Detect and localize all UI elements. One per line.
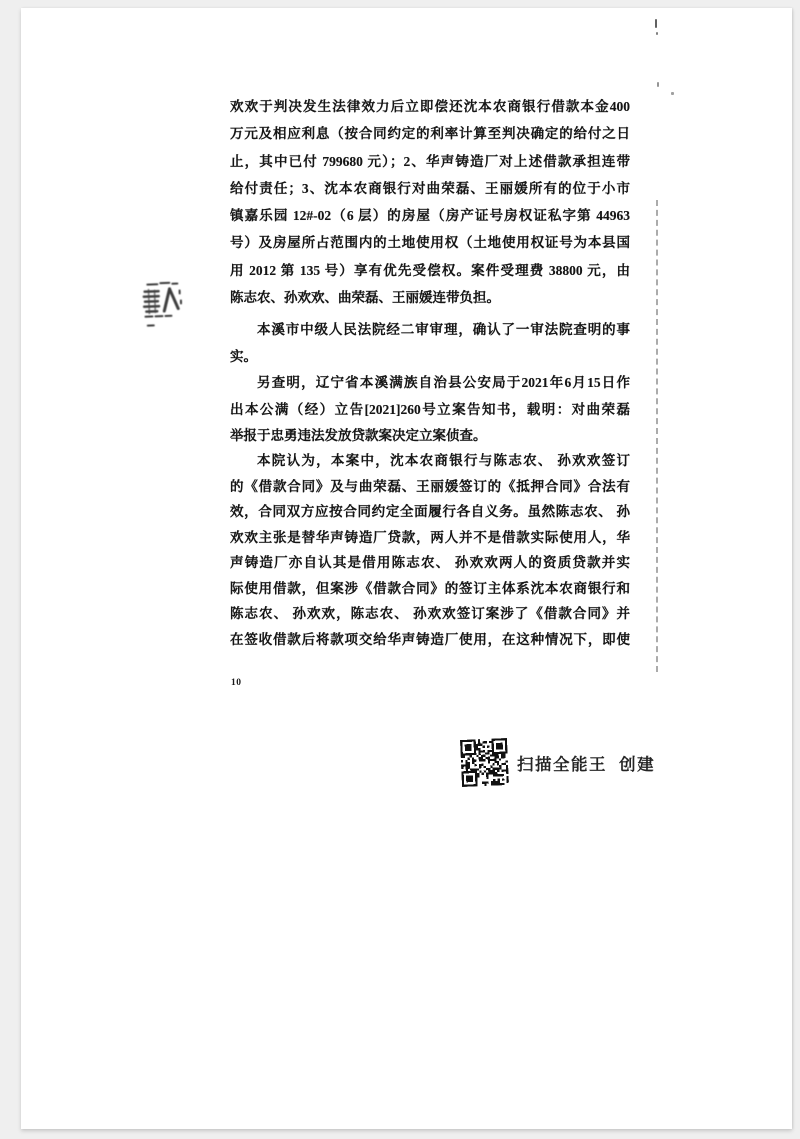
text-line: 声铸造厂亦自认其是借用陈志农、 孙欢欢两人的资质贷款并实 bbox=[230, 555, 630, 570]
text-line: 际使用借款，但案涉《借款合同》的签订主体系沈本农商银行和 bbox=[230, 580, 630, 596]
ink-smudge-artifact bbox=[139, 274, 191, 332]
text-line: 万元及相应利息（按合同约定的利率计算至判决确定的给付之日 bbox=[230, 126, 630, 142]
paragraph bbox=[230, 317, 630, 370]
text-line: 的《借款合同》及与曲荣磊、王丽媛签订的《抵押合同》合法有 bbox=[230, 478, 630, 494]
text-line: 镇嘉乐园 12#-02（6 层）的房屋（房产证号房权证私字第 44963 bbox=[230, 208, 630, 224]
text-line: 陈志农、孙欢欢、曲荣磊、王丽媛连带负担。 bbox=[230, 290, 500, 306]
text-line: 欢欢主张是替华声铸造厂贷款，两人并不是借款实际使用人，华 bbox=[230, 529, 630, 545]
page-number: 10 bbox=[231, 678, 242, 688]
text-line: 给付责任；3、沈本农商银行对曲荣磊、王丽媛所有的位于小市 bbox=[230, 180, 630, 196]
scan-speck bbox=[656, 32, 658, 35]
text-line: 欢欢于判决发生法律效力后立即偿还沈本农商银行借款本金400 bbox=[230, 99, 630, 114]
qr-code-icon bbox=[460, 738, 509, 787]
text-line: 效，合同双方应按合同约定全面履行各自义务。虽然陈志农、 孙 bbox=[230, 504, 630, 519]
text-line: 用 2012 第 135 号）享有优先受偿权。案件受理费 38800 元，由 bbox=[230, 262, 630, 278]
text-line: 本溪市中级人民法院经二审审理，确认了一审法院查明的事 bbox=[257, 322, 630, 337]
scan-speck bbox=[671, 92, 674, 95]
text-line: 陈志农、 孙欢欢，陈志农、 孙欢欢签订案涉了《借款合同》并 bbox=[230, 606, 630, 621]
text-line: 实。 bbox=[230, 348, 257, 364]
paragraph bbox=[230, 448, 630, 652]
watermark-label: 扫描全能王 创建 bbox=[517, 755, 656, 774]
text-line: 在签收借款后将款项交给华声铸造厂使用，在这种情况下，即使 bbox=[230, 631, 630, 647]
text-line: 出本公满（经）立告[2021]260号立案告知书，载明：对曲荣磊 bbox=[230, 401, 630, 417]
document-page bbox=[21, 8, 792, 1129]
text-line: 本院认为，本案中，沈本农商银行与陈志农、 孙欢欢签订 bbox=[257, 453, 630, 468]
scan-speck bbox=[655, 19, 657, 28]
scan-speck bbox=[657, 82, 659, 87]
text-line: 另查明，辽宁省本溪满族自治县公安局于2021年6月15日作 bbox=[257, 375, 630, 390]
text-line: 号）及房屋所占范围内的土地使用权（土地使用权证号为本县国 bbox=[230, 235, 630, 251]
scan-artifact-dotted-line bbox=[656, 200, 658, 672]
text-line: 举报于忠勇违法发放贷款案决定立案侦查。 bbox=[230, 428, 487, 443]
camscanner-watermark bbox=[461, 739, 655, 786]
paragraph bbox=[230, 370, 630, 450]
paragraph bbox=[230, 93, 630, 311]
text-line: 止，其中已付 799680 元）；2、华声铸造厂对上述借款承担连带 bbox=[230, 153, 630, 169]
